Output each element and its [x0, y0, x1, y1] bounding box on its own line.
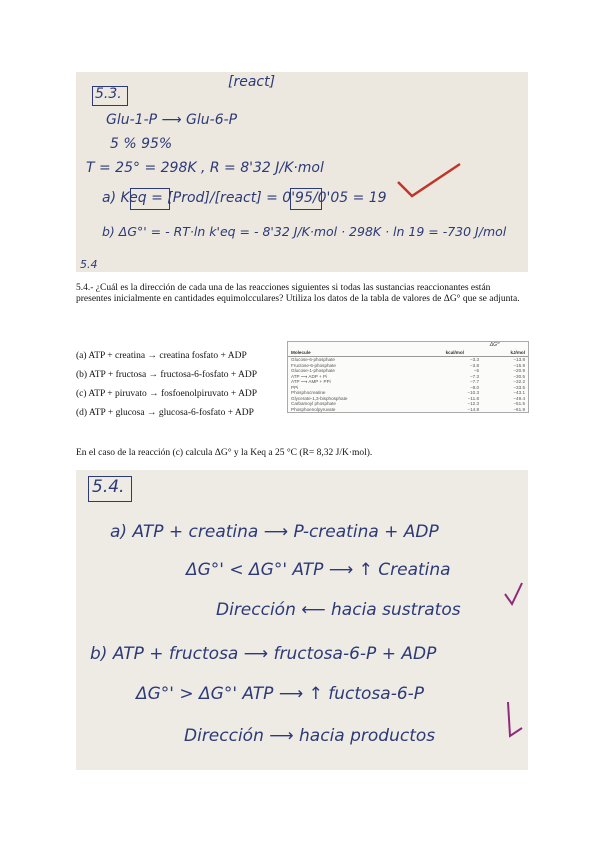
table-cell: −32.2 — [513, 379, 525, 384]
table-cell: PPi — [291, 384, 299, 390]
exercise-number: 5.3. — [95, 86, 122, 102]
keq-box — [130, 188, 170, 210]
table-cell: −10.3 — [467, 390, 480, 395]
delta-g-table — [287, 341, 529, 413]
table-cell: −14.8 — [467, 406, 480, 412]
table-cell: Fructose-6-phosphate — [291, 362, 336, 368]
table-row — [288, 407, 528, 413]
table-header: Molecule — [288, 349, 428, 357]
answer-b-direction: Dirección ⟶ hacia productos — [184, 726, 436, 746]
table-cell: Glycerate-1,3-bisphosphate — [291, 395, 348, 401]
table-cell: −7.3 — [469, 373, 480, 379]
handwritten-photo-5-3 — [76, 72, 528, 272]
reaction-b: (b) ATP + fructosa → fructosa-6-fosfato + ADP — [76, 370, 258, 380]
table-cell: −33.5 — [513, 384, 525, 390]
table-cell: −20.9 — [513, 368, 525, 373]
table-supercaption: ΔG°' — [489, 342, 500, 348]
question-footer: En el caso de la reacción (c) calcula ΔG° y la Keq a 25 °C (R= 8,32 J/K·mol). — [76, 448, 373, 458]
answer-a-comparison: ΔG°' < ΔG°' ATP ⟶ ↑ Creatina — [186, 560, 451, 580]
reaction-c: (c) ATP + piruvato → fosfoenolpiruvato + ADP — [76, 389, 258, 399]
table-cell: −5 — [473, 368, 480, 373]
table-cell: −15.9 — [513, 362, 525, 368]
reaction-d: (d) ATP + glucosa → glucosa-6-fosfato + ADP — [76, 408, 254, 418]
react-label: [react] — [228, 74, 276, 90]
table-cell: Carbamoyl phosphate — [291, 401, 336, 406]
check-mark-icon — [502, 580, 526, 608]
question-5-4 — [76, 283, 528, 305]
handwritten-photo-5-4 — [76, 470, 528, 770]
table-cell: Glucose-6-phosphate — [291, 357, 335, 362]
table-cell: −8.0 — [469, 384, 480, 390]
keq-line: a) Keq = [Prod]/[react] = 0'95/0'05 = 19 — [102, 190, 387, 206]
table-cell: −49.4 — [513, 395, 525, 401]
table-cell: Phosphocreatine — [291, 390, 326, 395]
answer-b-comparison: ΔG°' > ΔG°' ATP ⟶ ↑ fuctosa-6-P — [136, 684, 425, 704]
table-cell: −3.3 — [469, 357, 480, 362]
delta-g-line: b) ΔG°' = - RT·ln k'eq = - 8'32 J/K·mol · 298K · ln 19 = -730 J/mol — [102, 224, 507, 239]
table-cell: −61.9 — [513, 406, 525, 412]
table-cell: −51.5 — [513, 401, 525, 406]
table-cell: −12.3 — [467, 401, 480, 406]
corner-label: 5.4 — [80, 258, 98, 271]
table-cell: Glucose-1-phosphate — [291, 368, 335, 373]
percent-line: 5 % 95% — [110, 136, 173, 152]
answer-b-reaction: b) ATP + fructosa ⟶ fructosa-6-P + ADP — [90, 644, 437, 664]
table-cell: −13.8 — [513, 357, 525, 362]
table-header: kcal/mol — [428, 349, 483, 357]
check-mark-icon — [504, 698, 526, 744]
answer-a-reaction: a) ATP + creatina ⟶ P-creatina + ADP — [110, 522, 439, 542]
table-cell: ATP ⟶ AMP + PPi — [291, 379, 331, 384]
table-cell: −30.5 — [513, 373, 525, 379]
reaction-a: (a) ATP + creatina → creatina fosfato + ADP — [76, 351, 247, 361]
temperature-line: T = 25° = 298K , R = 8'32 J/K·mol — [86, 160, 324, 176]
table-header: kJ/mol — [482, 349, 528, 357]
table-cell: ATP ⟶ ADP + Pi — [291, 373, 328, 379]
answer-a-direction: Dirección ⟵ hacia sustratos — [216, 600, 461, 620]
reaction-list — [76, 347, 286, 423]
check-mark-icon — [394, 160, 464, 200]
reaction-line: Glu-1-P ⟶ Glu-6-P — [106, 112, 238, 128]
table-cell: Phosphoenolpyruvate — [291, 406, 336, 412]
table-cell: −3.8 — [469, 362, 480, 368]
table-cell: −11.8 — [467, 395, 480, 401]
table-cell: −43.1 — [513, 390, 525, 395]
question-text: 5.4.- ¿Cuál es la dirección de cada una de las reacciones siguientes si todas las sustancias reaccionantes están presentes inicialmente en cantidades equimolcculares? Utiliza los datos de la tabla de valores de ΔG° que se adjunta. — [76, 283, 520, 304]
table-cell: −7.7 — [469, 379, 480, 384]
exercise-number: 5.4. — [92, 477, 125, 497]
result-box — [290, 188, 322, 210]
